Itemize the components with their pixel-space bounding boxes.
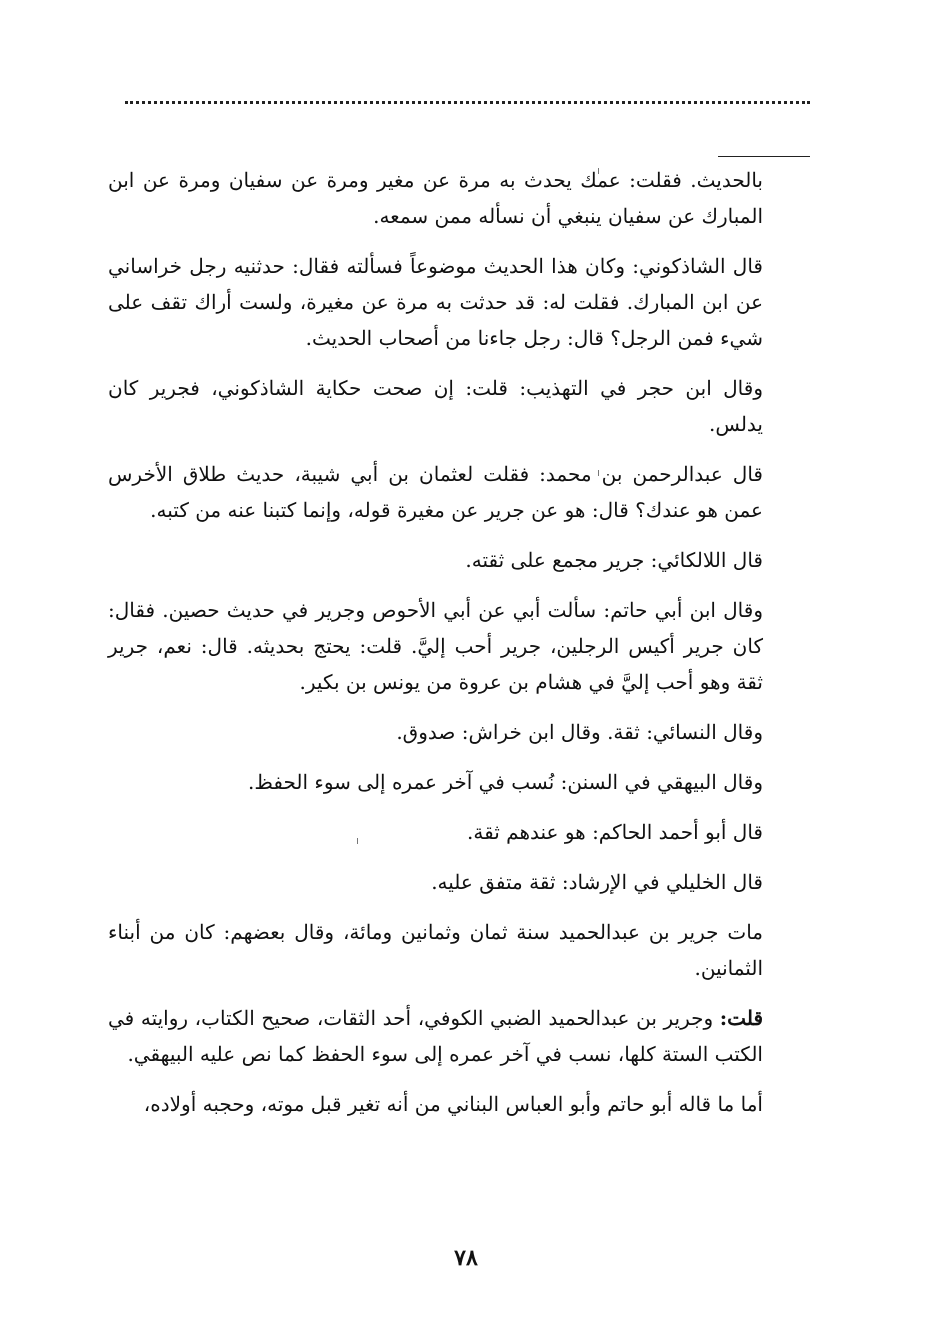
paragraph: وقال البيهقي في السنن: نُسب في آخر عمره إلى سوء الحفظ. — [248, 770, 763, 794]
footnote-rule — [718, 156, 810, 157]
paragraph: قال اللالكائي: جرير مجمع على ثقته. — [465, 548, 763, 572]
page-number: ٧٨ — [454, 1245, 478, 1271]
paragraph: أما ما قاله أبو حاتم وأبو العباس البناني من أنه تغير قبل موته، وحجبه أولاده، — [143, 1092, 763, 1116]
paragraph: قال أبو أحمد الحاكم: هو عندهم ثقة. — [467, 820, 763, 844]
paragraph-label: قلت: — [719, 1006, 763, 1030]
paragraph: مات جرير بن عبدالحميد سنة ثمان وثمانين ومائة، وقال بعضهم: كان من أبناء الثمانين. — [108, 920, 763, 980]
paragraph: قلت: وجرير بن عبدالحميد الضبي الكوفي، أحد الثقات، صحيح الكتاب، روايته في الكتب الستة كلها، نسب في آخر عمره إلى سوء الحفظ كما نص عليه البيهقي. — [108, 1006, 763, 1066]
paragraph: قال الخليلي في الإرشاد: ثقة متفق عليه. — [431, 870, 763, 894]
paragraph: قال الشاذكوني: وكان هذا الحديث موضوعاً فسألته فقال: حدثنيه رجل خراساني عن ابن المبارك. فقلت له: قد حدثت به مرة عن مغيرة، ولست أراك تقف على شيء فمن الرجل؟ قال: رجل جاءنا من أصحاب الحديث. — [108, 254, 763, 350]
paragraph: وقال النسائي: ثقة. وقال ابن خراش: صدوق. — [396, 720, 763, 744]
paragraph: بالحديث. فقلت: عمك يحدث به مرة عن مغير ومرة عن سفيان ومرة عن ابن المبارك عن سفيان ينبغي أن نسأله ممن سمعه. — [108, 168, 763, 228]
page-body — [108, 162, 763, 1136]
paragraph: قال عبدالرحمن بن محمد: فقلت لعثمان بن أبي شيبة، حديث طلاق الأخرس عمن هو عندك؟ قال: هو عن جرير عن مغيرة قوله، وإنما كتبنا عنه من كتبه. — [108, 462, 763, 522]
dotted-separator — [125, 101, 810, 104]
paragraph: وقال ابن حجر في التهذيب: قلت: إن صحت حكاية الشاذكوني، فجرير كان يدلس. — [108, 376, 763, 436]
paragraph: وقال ابن أبي حاتم: سألت أبي عن أبي الأحوص وجرير في حديث حصين. فقال: كان جرير أكيس الرجلين، جرير أحب إليَّ. قلت: يحتج بحديثه. قال: نعم، جرير ثقة وهو أحب إليَّ في هشام بن عروة من يونس بن بكير. — [108, 598, 763, 694]
